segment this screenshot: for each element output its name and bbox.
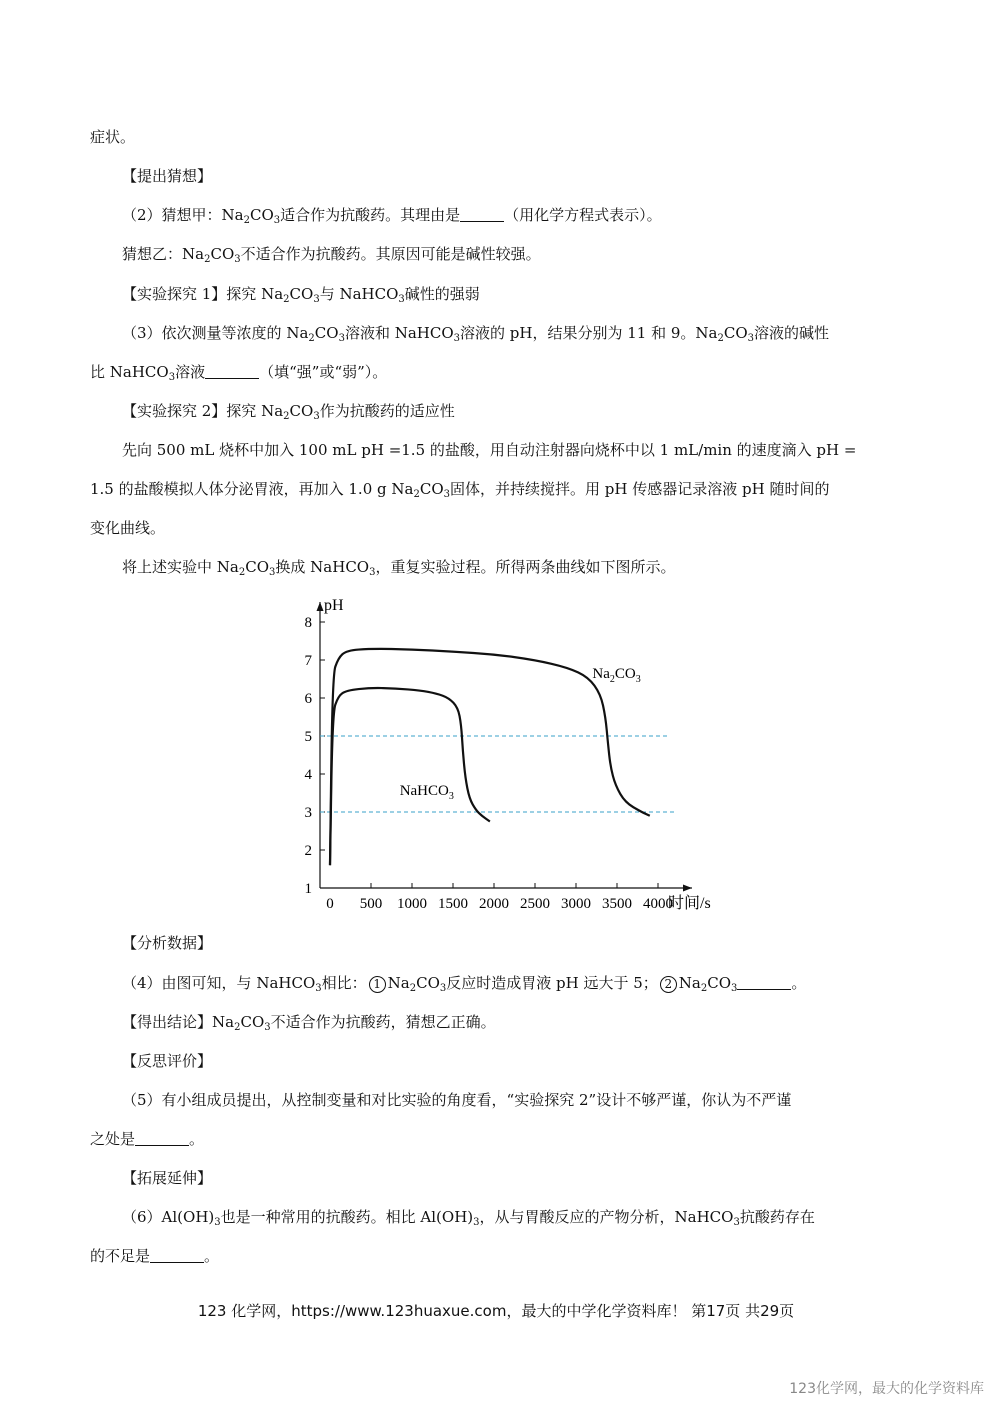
x-tick-label: 500 <box>359 896 383 912</box>
reference-lines <box>320 736 674 812</box>
question-6-line2: 的不足是 。 <box>90 1247 220 1265</box>
y-tick-label: 1 <box>304 881 312 897</box>
exp2-para-line2: 1.5 的盐酸模拟人体分泌胃液，再加入 1.0 g $Na_2CO_3$固体，并持续搅拌。用 pH 传感器记录溶液 pH 随时间的 <box>90 480 830 500</box>
heading-extend: 【拓展延伸】 <box>122 1169 213 1187</box>
x-tick-label: 0 <box>326 896 334 912</box>
x-tick-label: 3000 <box>561 896 591 912</box>
text-symptom: 症状。 <box>90 128 136 146</box>
question-6-line1: $(6)Al(OH)_3$也是一种常用的抗酸药。相比 $Al(OH)_3$，从与胃酸反应的产物分析，NaHCO$_3$抗酸药存在 <box>122 1208 815 1228</box>
question-2: （2）猜想甲：$Na_2CO_3$适合作为抗酸药。其理由是 （用化学方程式表示）。 <box>122 206 662 226</box>
answer-blank <box>460 207 504 222</box>
heading-reflect: 【反思评价】 <box>122 1052 213 1070</box>
x-tick-label: 2500 <box>520 896 550 912</box>
exp2-para-line3: 变化曲线。 <box>90 519 166 537</box>
y-tick-label: 5 <box>304 729 312 745</box>
series-line-nahco3 <box>330 688 490 865</box>
y-tick-label: 3 <box>304 805 312 821</box>
question-3-line2: 比 NaHCO$_3$溶液 （填“强”或“弱”）。 <box>90 363 388 383</box>
series-label-na2co3: $Na_2CO_3$ <box>592 666 641 686</box>
ph-time-chart <box>290 594 740 919</box>
answer-blank <box>135 1131 189 1146</box>
heading-exp1: 【实验探究 1】探究 $Na_2CO_3$与 NaHCO$_3$碱性的强弱 <box>122 285 480 305</box>
y-axis-label: pH <box>324 597 344 614</box>
answer-blank <box>150 1248 204 1263</box>
series-label-nahco3: NaHCO$_3$ <box>399 783 454 802</box>
circled-number-2: 2 <box>660 976 677 993</box>
watermark: 123化学网，最大的化学资料库 <box>789 1381 984 1397</box>
x-tick-label: 3500 <box>602 896 632 912</box>
question-4: （4）由图可知，与 NaHCO$_3$相比： 1 $Na_2CO_3$反应时造成胃液 pH 远大于 5； 2 $Na_2CO_3$ 。 <box>122 974 807 994</box>
heading-analyze: 【分析数据】 <box>122 934 213 952</box>
page-footer: 123 化学网，https://www.123huaxue.com，最大的中学化学资料库！ 第17页 共29页 <box>197 1302 795 1320</box>
guess-2: 猜想乙：$Na_2CO_3$不适合作为抗酸药。其原因可能是碱性较强。 <box>122 245 541 265</box>
y-tick-label: 8 <box>304 615 312 631</box>
y-tick-label: 4 <box>304 767 312 783</box>
x-axis-arrow <box>683 885 692 892</box>
conclusion: 【得出结论】$Na_2CO_3$不适合作为抗酸药，猜想乙正确。 <box>122 1013 496 1033</box>
x-tick-label: 2000 <box>479 896 509 912</box>
exp2-para-line4: 将上述实验中 $Na_2CO_3$换成 NaHCO$_3$，重复实验过程。所得两条曲线如下图所示。 <box>122 558 676 578</box>
heading-exp2: 【实验探究 2】探究 $Na_2CO_3$作为抗酸药的适应性 <box>122 402 455 422</box>
y-tick-label: 7 <box>304 653 312 669</box>
question-3-line1: （3）依次测量等浓度的 $Na_2CO_3$溶液和 NaHCO$_3$溶液的 pH，结果分别为 11 和 9。$Na_2CO_3$溶液的碱性 <box>122 324 830 344</box>
answer-blank <box>205 364 259 379</box>
circled-number-1: 1 <box>369 976 386 993</box>
y-axis-arrow <box>317 602 324 611</box>
x-tick-label: 1500 <box>438 896 468 912</box>
chart-labels <box>400 666 641 802</box>
y-tick-label: 2 <box>304 843 312 859</box>
question-5-line2: 之处是 。 <box>90 1130 205 1148</box>
x-tick-label: 1000 <box>397 896 427 912</box>
heading-propose: 【提出猜想】 <box>122 167 213 185</box>
exp2-para-line1: 先向 500 mL 烧杯中加入 100 mL pH =1.5 的盐酸，用自动注射器向烧杯中以 1 mL/min 的速度滴入 pH = <box>122 441 857 459</box>
x-tick-label: 4000 <box>643 896 673 912</box>
question-5-line1: （5）有小组成员提出，从控制变量和对比实验的角度看，“实验探究 2”设计不够严谨，你认为不严谨 <box>122 1091 792 1109</box>
y-tick-label: 6 <box>304 691 312 707</box>
answer-blank <box>737 975 791 990</box>
chart-axes <box>305 597 711 912</box>
x-axis-label: 时间/s <box>668 895 711 912</box>
